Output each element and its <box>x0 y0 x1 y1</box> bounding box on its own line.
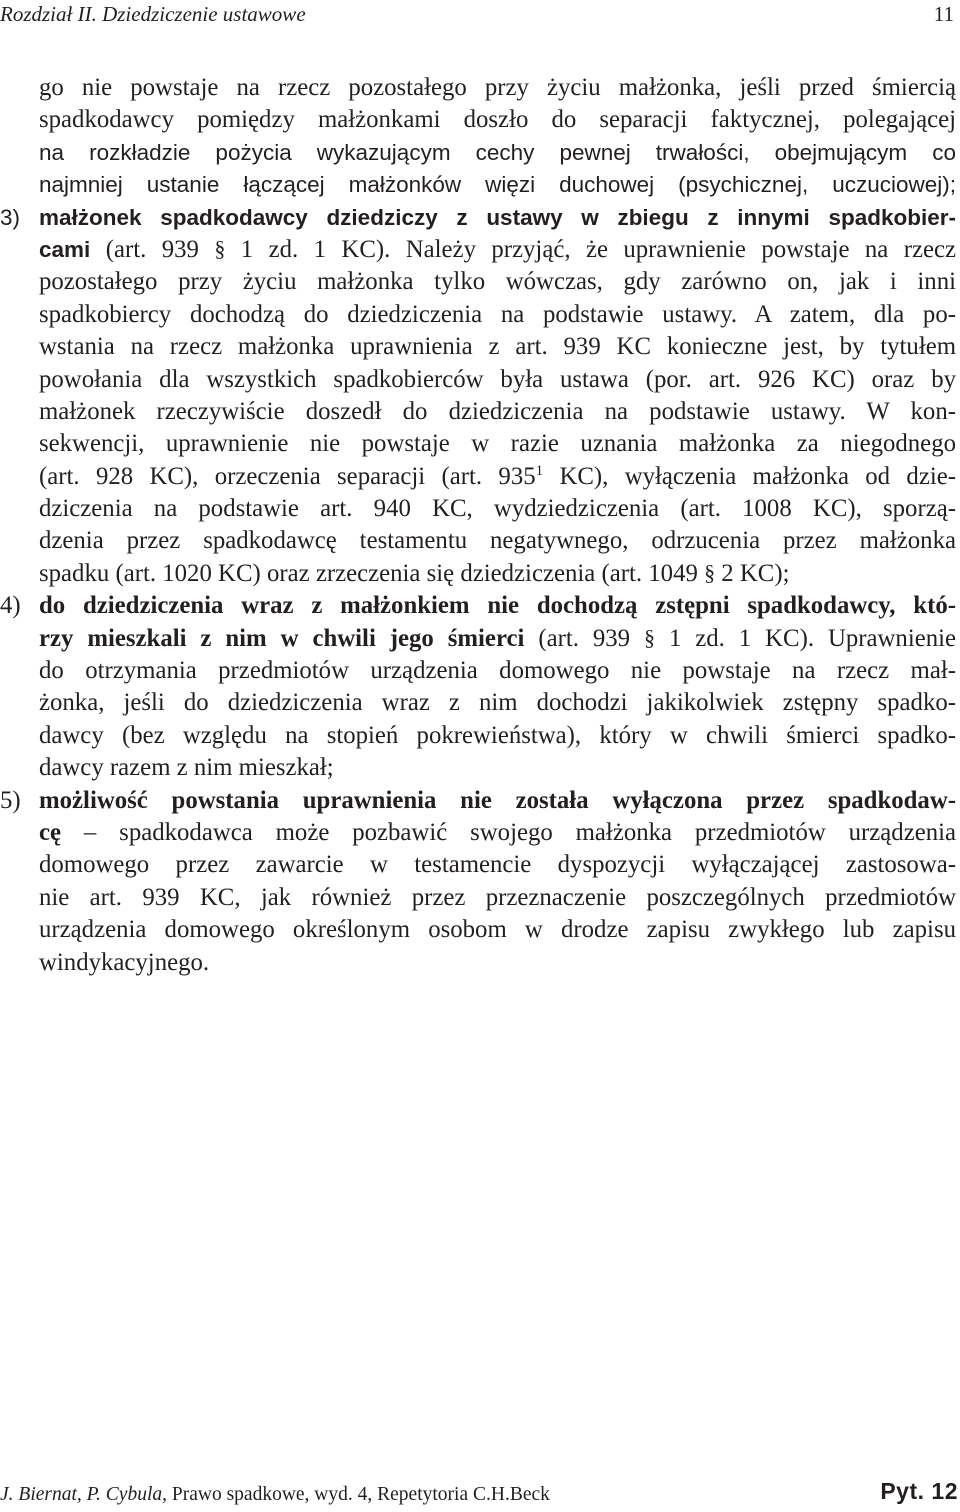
list-item-4 <box>0 590 960 784</box>
list-marker: 4) <box>0 592 21 620</box>
text-line <box>39 623 956 655</box>
bold-fragment: cę <box>39 818 62 846</box>
bold-heading-line: do dziedziczenia wraz z małżonkiem nie dochodzą zstępni spadkodawcy, któ- <box>39 592 956 620</box>
book-citation <box>0 1484 550 1506</box>
chapter-title: Rozdział II. Dziedziczenie ustawowe <box>0 2 306 26</box>
section-sign: § <box>704 559 716 585</box>
section-sign: § <box>644 624 656 650</box>
text-line: urządzenia domowego określonym osobom w drodze zapisu zwykłego lub zapisu <box>39 916 956 944</box>
article-reference-end: 1 zd. 1 KC). <box>240 235 391 263</box>
superscript: 1 <box>535 462 544 479</box>
text-fragment: spadku (art. 1020 KC) oraz zrzeczenia się dziedziczenia (art. 1049 <box>39 559 698 587</box>
list-item-5 <box>0 785 960 979</box>
text-fragment: 1 zd. 1 KC). Uprawnienie <box>668 624 956 652</box>
text-line <box>39 817 956 849</box>
page-body <box>0 72 960 979</box>
text-line <box>39 234 956 266</box>
article-reference: (art. 939 <box>538 624 631 652</box>
text-line: pozostałego przy życiu małżonka tylko wówczas, gdy zarówno on, jak i inni <box>39 268 956 296</box>
text-line <box>39 461 956 493</box>
text-line: sekwencji, uprawnienie nie powstaje w razie uznania małżonka za niegodnego <box>39 430 956 458</box>
text-line: nie art. 939 KC, jak również przez przeznaczenie poszczególnych przedmiotów <box>39 883 956 911</box>
authors: J. Biernat, P. Cybula, <box>0 1484 167 1505</box>
text-line: spadkodawcy pomiędzy małżonkami doszło do separacji faktycznej, polegającej <box>39 106 956 134</box>
text-line: wstania na rzecz małżonka uprawnienia z art. 939 KC konieczne jest, by tytułem <box>39 333 956 361</box>
section-sign: § <box>214 235 226 261</box>
text-line: powołania dla wszystkich spadkobierców była ustawa (por. art. 926 KC) oraz by <box>39 365 956 393</box>
text-line: windykacyjnego. <box>39 948 210 976</box>
text-line: dziczenia na podstawie art. 940 KC, wydziedziczenia (art. 1008 KC), sporzą- <box>39 495 956 523</box>
book-title: Prawo spadkowe, wyd. 4, Repetytoria C.H.Beck <box>167 1484 550 1505</box>
list-marker: 3) <box>0 204 21 230</box>
text-line: go nie powstaje na rzecz pozostałego przy życiu małżonka, jeśli przed śmiercią <box>39 74 956 101</box>
text-fragment: (art. 928 KC), orzeczenia separacji (art. 935 <box>39 462 536 490</box>
text-fragment: Należy przyjąć, że uprawnienie powstaje na rzecz <box>405 235 956 263</box>
running-footer <box>0 1478 960 1508</box>
continuation-paragraph <box>39 72 956 202</box>
text-line: spadkobiercy dochodzą do dziedziczenia na podstawie ustawy. A zatem, dla po- <box>39 300 956 328</box>
bold-heading-line: małżonek spadkodawcy dziedziczy z ustawy w zbiegu z innymi spadkobier- <box>39 204 956 230</box>
text-line <box>39 558 956 590</box>
article-reference: (art. 939 <box>105 235 199 263</box>
text-line: najmniej ustanie łączącej małżonków więzi duchowej (psychicznej, uczuciowej); <box>39 172 956 198</box>
page-number: 11 <box>933 2 954 26</box>
text-fragment: KC), wyłączenia małżonka od dzie- <box>543 462 956 490</box>
text-line: żonka, jeśli do dziedziczenia wraz z nim dochodzi jakikolwiek zstępny spadko- <box>39 689 956 717</box>
text-line: na rozkładzie pożycia wykazującym cechy pewnej trwałości, obejmującym co <box>39 139 956 165</box>
text-line: domowego przez zawarcie w testamencie dyspozycji wyłączającej zastosowa- <box>39 851 956 879</box>
text-line: małżonek rzeczywiście doszedł do dziedziczenia na podstawie ustawy. W kon- <box>39 397 956 425</box>
text-fragment: 2 KC); <box>721 559 790 587</box>
text-line: dawcy razem z nim mieszkał; <box>39 754 334 782</box>
bold-heading-line: możliwość powstania uprawnienia nie została wyłączona przez spadkodaw- <box>39 786 956 814</box>
question-badge: Pyt. 12 <box>880 1478 958 1504</box>
bold-fragment: cami <box>39 236 91 262</box>
text-fragment: – spadkodawca może pozbawić swojego małżonka przedmiotów urządzenia <box>83 818 956 846</box>
text-line: dzenia przez spadkodawcę testamentu negatywnego, odrzucenia przez małżonka <box>39 527 956 555</box>
bold-fragment: rzy mieszkali z nim w chwili jego śmierci <box>39 624 525 652</box>
running-header <box>0 0 960 28</box>
list-item-3 <box>0 202 960 591</box>
text-line: dawcy (bez względu na stopień pokrewieństwa), który w chwili śmierci spadko- <box>39 721 956 749</box>
list-marker: 5) <box>0 786 21 814</box>
text-line: do otrzymania przedmiotów urządzenia domowego nie powstaje na rzecz mał- <box>39 657 956 685</box>
